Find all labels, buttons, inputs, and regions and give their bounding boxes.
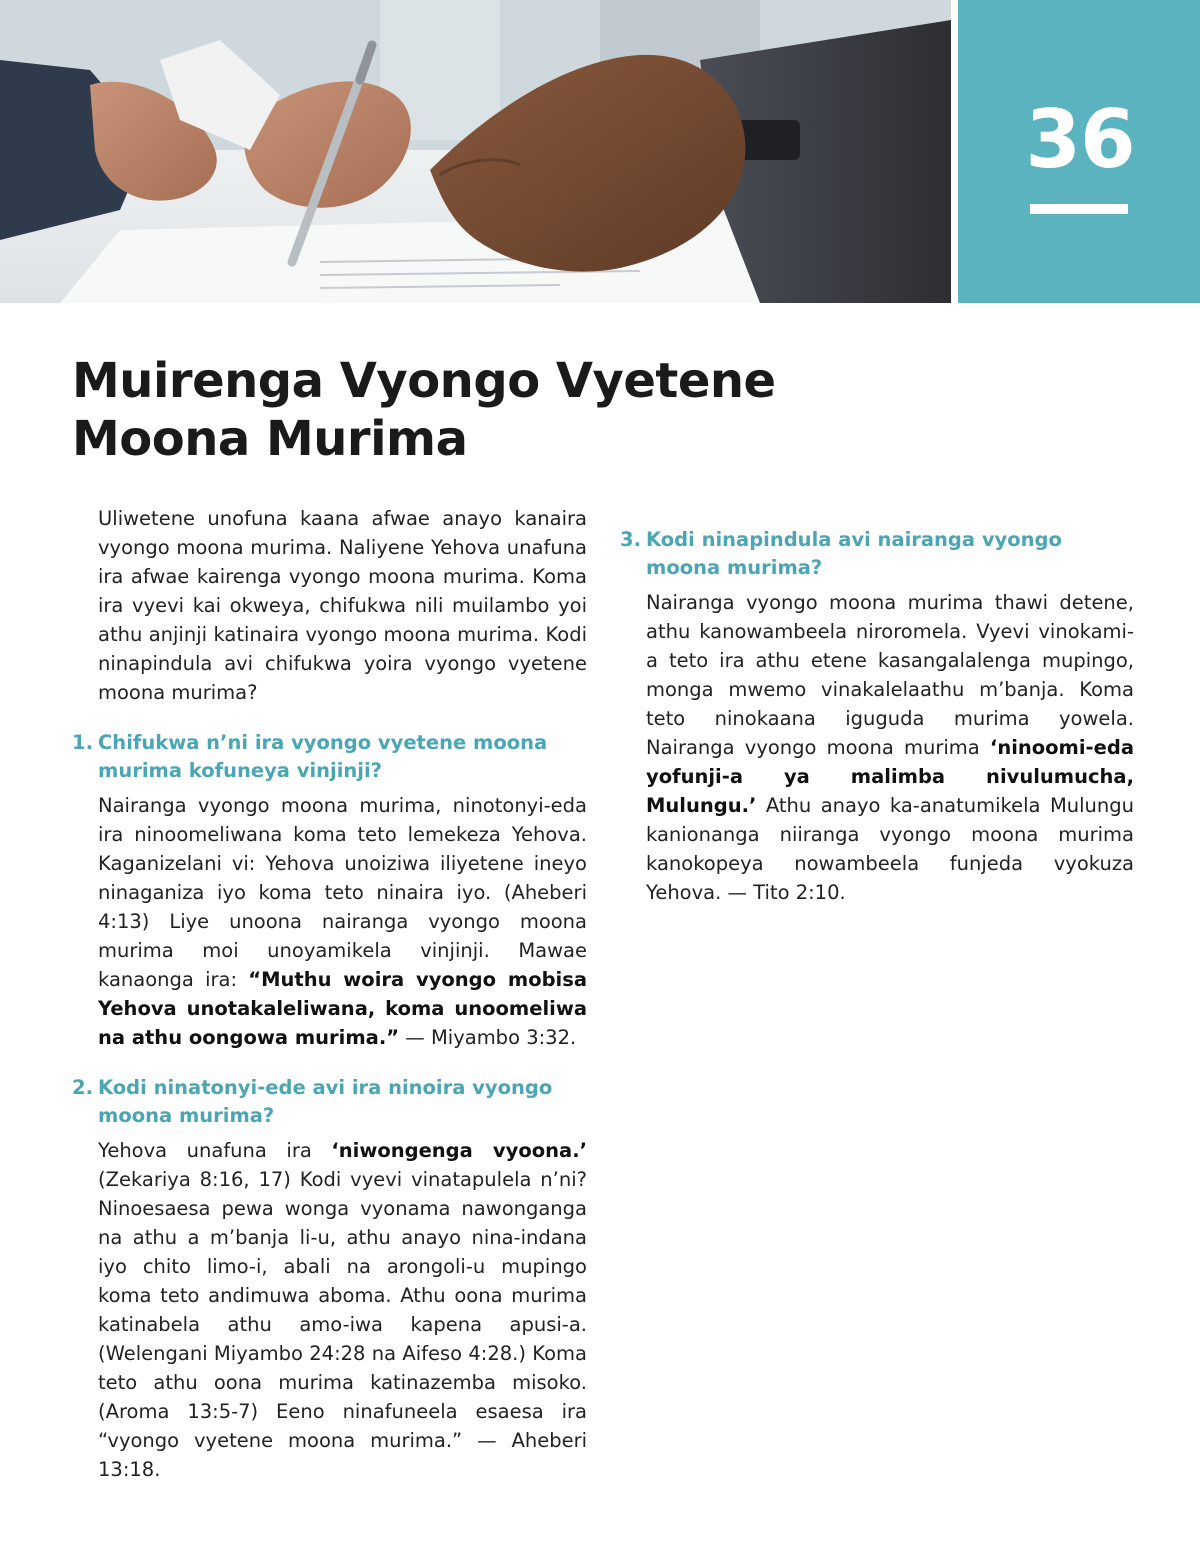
question-2-text: Kodi ninatonyi-ede avi ira ninoira vyongo moona murima? [98, 1076, 553, 1127]
answer-1-paragraph [98, 791, 587, 1052]
question-2-number: 2. [72, 1076, 93, 1099]
question-1-number: 1. [72, 731, 93, 754]
question-1-text: Chifukwa n’ni ira vyongo vyetene moona murima kofuneya vinjinji? [98, 731, 548, 782]
question-1 [72, 729, 587, 785]
left-column [72, 504, 588, 1484]
answer-2-paragraph [98, 1136, 587, 1484]
answer-1-reference: — Miyambo 3:32. [399, 1026, 577, 1049]
lesson-number-panel [958, 0, 1200, 303]
question-3 [620, 526, 1134, 582]
answer-3-paragraph [646, 588, 1134, 907]
lesson-number-underline [1030, 204, 1128, 214]
intro-paragraph: Uliwetene unofuna kaana afwae anayo kanaira vyongo moona murima. Naliyene Yehova unafuna ira afwae kairenga vyongo moona murima. Koma ira vyevi kai okweya, chifukwa nili muilambo yoi athu anjinji katinaira vyongo moona murima. Kodi ninapindula avi chifukwa yoira vyongo vyetene moona murima? [98, 507, 587, 704]
page-title [72, 352, 892, 468]
question-2 [72, 1074, 587, 1130]
lesson-number: 36 [1025, 93, 1135, 186]
page-title-line-2: Moona Murima [72, 411, 468, 467]
answer-2-quote: ‘niwongenga vyoona.’ [331, 1139, 588, 1162]
page-title-line-1: Muirenga Vyongo Vyetene [72, 353, 776, 409]
answer-2-rest: (Zekariya 8:16, 17) Kodi vyevi vinatapulela n’ni? Ninoesaesa pewa wonga vyonama nawonganga na athu a m’banja li-u, athu anayo nina-indana iyo chito limo-i, abali na arongoli-u mupingo koma teto andimuwa aboma. Athu oona murima katinabela athu amo-iwa kapena apusi-a. (Welengani Miyambo 24:28 na Aifeso 4:28.) Koma teto athu oona murima katinazemba misoko. (Aroma 13:5-7) Eeno ninafuneela esaesa ira “vyongo vyetene moona murima.” — Aheberi 13:18. [98, 1168, 587, 1481]
answer-1-text: Nairanga vyongo moona murima, ninotonyi-eda ira ninoomeliwana koma teto lemekeza Yehova. Kaganizelani vi: Yehova unoiziwa iliyetene ineyo ninaganiza iyo koma teto ninaira iyo. (Aheberi 4:13) Liye unoona nairanga vyongo moona murima moi unoyamikela vinjinji. Mawae kanaonga ira: [98, 794, 587, 991]
hero-photo [0, 0, 951, 303]
answer-3-quote: ‘ninoomi-eda yofunji-a ya malimba nivulumucha, Mulungu.’ [646, 736, 1134, 817]
handshake-illustration [0, 0, 951, 303]
answer-3-rest: Athu anayo ka-anatumikela Mulungu kanionanga niiranga vyongo moona murima kanokopeya nowambeela funjeda vyokuza Yehova. — Tito 2:10. [646, 794, 1134, 904]
answer-3-text: Nairanga vyongo moona murima thawi detene, athu kanowambeela niroromela. Vyevi vinokami-a teto ira athu etene kasangalalenga mupingo, monga mwemo vinakalelaathu m’banja. Koma teto ninokaana iguguda murima yowela. Nairanga vyongo moona murima [646, 591, 1134, 759]
question-3-number: 3. [620, 528, 641, 551]
question-3-text: Kodi ninapindula avi nairanga vyongo moona murima? [646, 528, 1062, 579]
right-column [620, 504, 1134, 907]
answer-2-text: Yehova unafuna ira [98, 1139, 332, 1162]
answer-1-quote: “Muthu woira vyongo mobisa Yehova unotakaleliwana, koma unoomeliwa na athu oongowa murima.” [98, 968, 587, 1049]
